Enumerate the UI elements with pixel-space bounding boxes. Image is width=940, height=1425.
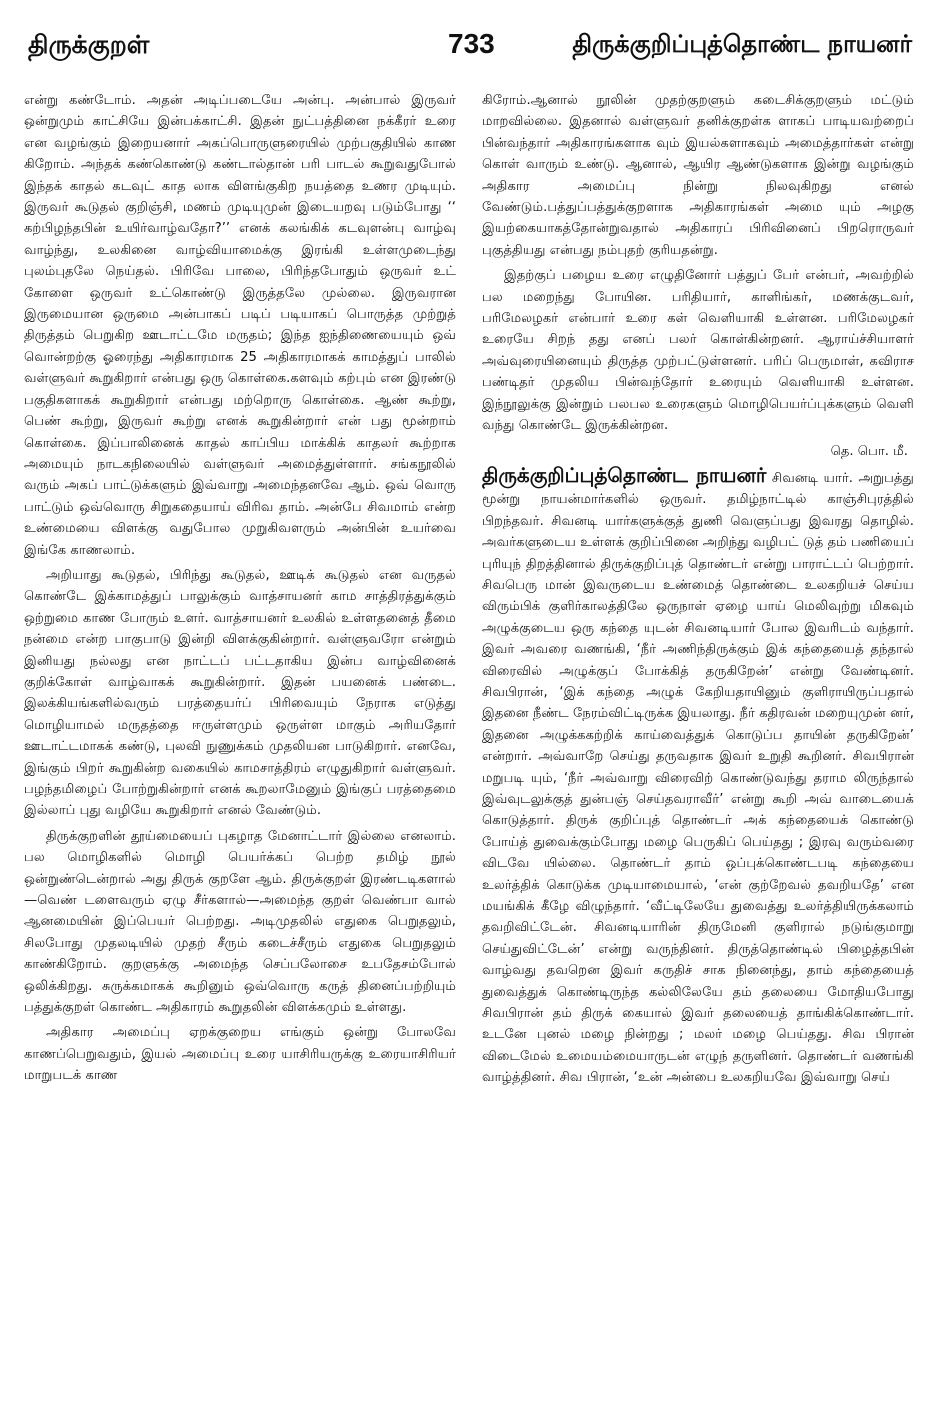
page-number: 733 [448, 28, 495, 59]
author-signature: தெ. பொ. மீ. [830, 443, 908, 459]
entry-text: சிவனடி யார். அறுபத்து மூன்று நாயன்மார்களில் ஒருவர். தமிழ்நாட்டில் காஞ்சிபுரத்தில் பிறந்தவர். சிவனடி யார்களுக்குத் துணி வெளுப்பது இவரது தொழில். அவர்களுடைய உள்ளக் குறிப்பினை அறிந்து வழிபட் டுத் தம் பணியைப் புரியுந் திறத்தினால் திருக்குறிப்புத் தொண்டர் என்று பாராட்டப் பெற்றார். சிவபெரு மான் இவருடைய உண்மைத் தொண்டை உலகறியச் செய்ய விரும்பிக் குளிர்காலத்திலே ஒருநாள் ஏழை யாய் மெலிவுற்று மிகவும் அழுக்குடைய ஒரு கந்தை யுடன் சிவனடியார் போல இவரிடம் வந்தார். இவர் அவரை வணங்கி, ‘நீர் அணிந்திருக்கும் இக் கந்தையைத் தந்தால் விரைவில் அழுக்குப் போக்கித் தருகிறேன்’ என்று வேண்டினர். சிவபிரான், ‘இக் கந்தை அழுக் கேறியதாயினும் குளிராயிருப்பதால் இதனை நீண்ட நேரம்விட்டிருக்க இயலாது. நீர் கதிரவன் மறையுமுன் னர், இதனை அழுக்ககற்றிக் காய்வைத்துக் கொடுப்ப தாயின் தருகிறேன்’ என்றார். அவ்வாறே செய்து தருவதாக இவர் உறுதி கூறினர். சிவபிரான் மறுபடி யும், ‘நீர் அவ்வாறு விரைவிற் கொண்டுவந்து தராம லிருந்தால் இவ்வுடலுக்குத் துன்பஞ் செய்தவராவீர்’ என்று கூறி அவ் வாடையைக் கொடுத்தார். திருக் குறிப்புத் தொண்டர் அக் கந்தையைக் கொண்டு போய்த் துவைக்கும்போது மழை பெருகிப் பெய்தது ; இரவு வரும்வரை விடவே யில்லை. தொண்டர் தாம் ஒப்புக்கொண்டபடி கந்தையை உலர்த்திக் கொடுக்க முடியாமையால், ‘என் குற்றேவல் தவறியதே’ என மயங்கிக் கீழே விழுந்தார். ‘வீட்டிலேயே துவைத்து உலர்த்தியிருக்கலாம் தவறிவிட்டேன். சிவனடியாரின் திருமேனி குளிரால் நடுங்குமாறு செய்துவிட்டேன்’ என்று வருந்தினர். திருத்தொண்டில் பிழைத்தபின் வாழ்வது தவறென இவர் கருதிச் சாக நினைந்து, தாம் கந்தையைத் துவைத்துக் கொண்டிருந்த கல்லிலேயே தம் தலையை மோதியபோது சிவபிரான் தம் திருக் கையால் இவர் தலையைத் தாங்கிக்கொண்டார். உடனே புனல் மழை நின்றது ; மலர் மழை பெய்தது. சிவ பிரான் விடைமேல் உமையம்மையாருடன் எழுந் தருளினர். தொண்டர் வணங்கி வாழ்த்தினர். சிவ பிரான், ‘உன் அன்பை உலகறியவே இவ்வாறு செய் [482, 470, 914, 1086]
running-title-left: திருக்குறள் [28, 30, 150, 59]
paragraph: கிரோம்.ஆனால் நூலின் முதற்குறளும் கடைசிக்குறளும் மட்டும் மாறவில்லை. இதனால் வள்ளுவர் தனிக்குறள்க ளாகப் பாடியவற்றைப் பின்வந்தார் அதிகாரங்களாக வும் இயல்களாகவும் அமைத்தார்கள் என்று கொள் வாரும் உண்டு. ஆனால், ஆயிர ஆண்டுகளாக இன்று வழங்கும் அதிகார அமைப்பு நின்று நிலவுகிறது எனல் வேண்டும்.பத்துப்பத்துக்குறளாக அதிகாரங்கள் அமை யும் அழகு இயற்கையாகத்தோன்றுவதால் அதிகாரப் பிரிவினைப் பிறரொருவர் புகுத்தியது என்பது நம்புதற் குரியதன்று. [482, 93, 914, 258]
right-column [482, 90, 914, 1410]
entry-paragraph [482, 462, 914, 1089]
page-header [28, 30, 912, 70]
left-column [24, 90, 456, 1410]
running-title-right: திருக்குறிப்புத்தொண்ட நாயனர் [572, 30, 912, 58]
entry-heading: திருக்குறிப்புத்தொண்ட நாயனர் [482, 462, 767, 487]
paragraph: அறியாது கூடுதல், பிரிந்து கூடுதல், ஊடிக் கூடுதல் என வருதல் கொண்டே இக்காமத்துப் பாலுக்கும் வாத்சாயனர் காம சாத்திரத்துக்கும் ஒற்றுமை காண போரும் உளர். வாத்சாயனர் உலகில் உள்ளதனைத் தீமை நன்மை என்ற பாகுபாடு இன்றி விளக்குகின்றார். வள்ளுவரோ என்றும் இனியது நல்லது என நாட்டப் பட்டதாகிய இன்ப வாழ்வினைக் குறிக்கோள் வாழ்வாகக் கூறுகின்றார். இதன் பயனைக் பண்டை. இலக்கியங்களில்வரும் பரத்தையர்ப் பிரிவையும் நேராக எடுத்து மொழியாமல் மருதத்தை ஈருள்ளமும் ஒருள்ள மாகும் அரியதோர் ஊடாட்டமாகக் கண்டு, புலவி நுணுக்கம் முதலியன பாடுகிறார். எனவே, இங்கும் பிறர் கூறுகின்ற வகையில் காமசாத்திரம் எழுதுகிறார் வள்ளுவர். பழந்தமிழைப் போற்றுகின்றார் எனக் கூறலாமேனும் இங்குப் பரத்தைமை இல்லாப் புது வழியே கூறுகிறார் எனல் வேண்டும். [24, 567, 456, 819]
paragraph: இதற்குப் பழைய உரை எழுதினோர் பத்துப் பேர் என்பர், அவற்றில் பல மறைந்து போயின. பரிதியார், காளிங்கர், மணக்குடவர், பரிமேலழகர் என்பார் உரை கள் வெளியாகி உள்ளன. பரிமேலழகர் உரையே சிறந் தது எனப் பலர் கொள்கின்றனர். ஆராய்ச்சியாளர் அவ்வுரையினையும் திருத்த முற்பட்டுள்ளனர். பரிப் பெருமாள், கவிராச பண்டிதர் முதலிய பின்வந்தோர் உரையும் வெளியாகி உள்ளன. இந்நூலுக்கு இன்றும் பலபல உரைகளும் மொழிபெயர்ப்புக்களும் வெளி வந்து கொண்டே இருக்கின்றன. [482, 268, 914, 434]
paragraph: திருக்குறளின் தூய்மையைப் புகழாத மேனாட்டார் இல்லை எனலாம். பல மொழிகளில் மொழி பெயர்க்கப் பெற்ற தமிழ் நூல் ஒன்றுண்டென்றால் அது திருக் குறளே ஆம். திருக்குறள் இரண்டடிகளால்—வெண் டளைவரும் ஏழு சீர்களால்—அமைந்த குறள் வெண்பா வால் ஆனமையின் இப்பெயர் பெற்றது. அடிமுதலில் எதுகை பெறுதலும், சிலபோது முதலடியில் முதற் சீரும் கடைச்சீரும் எதுகை பெறுதலும் காண்கிறோம். குறளுக்கு அமைந்த செப்பலோசை உபதேசம்போல் ஒலிக்கிறது. சுருக்கமாகக் கூறினும் ஒவ்வொரு கருத் தினைப்பற்றியும் பத்துக்குறள் கொண்ட அதிகாரம் கூறுதலின் விளக்கமும் உள்ளது. [24, 828, 456, 1016]
paragraph: அதிகார அமைப்பு ஏறக்குறைய எங்கும் ஒன்று போலவே காணப்பெறுவதும், இயல் அமைப்பு உரை யாசிரியருக்கு உரையாசிரியர் மாறுபடக் காண [24, 1025, 456, 1084]
paragraph: என்று கண்டோம். அதன் அடிப்படையே அன்பு. அன்பால் இருவர் ஒன்றுமும் காட்சியே இன்பக்காட்சி. இதன் நுட்பத்தினை நக்கீரர் உரை என வழங்கும் இறையனார் அகப்பொருளுரையில் முற்பகுதியில் காண கிறோம். அந்தக் கண்கொண்டு கண்டால்தான் பரி பாடல் கூறுவதுபோல் இந்தக் காதல் கடவுட் காத லாக விளங்குகிற நயத்தை உணர முடியும். இருவர் கூடுதல் குறிஞ்சி, மணம் முடியுமுன் இடையறவு படும்போது ‘‘ கற்பிழந்தபின் உயிர்வாழ்வதோ?’’ எனக் கலங்கிக் கடவுளன்பு வாழ்வு வாழ்ந்து, உலகினை வாழ்வியாமைக்கு இரங்கி உள்ளமுடைந்து புலம்புதலே நெய்தல். பிரிவே பாலை, பிரிந்தபோதும் ஒருவர் உட் கோளை ஒருவர் உட்கொண்டு இருத்தலே முல்லை. இருவரான இருமையான ஒருமை அன்பாகப் படிப் படியாகப் பொருத்த முற்றுத் திருத்தம் பெறுகிற ஊடாட்டமே மருதம்; இந்த ஐந்திணையையும் ஒவ் வொன்றற்கு ஓரைந்து அதிகாரமாக 25 அதிகாரமாகக் காமத்துப் பாலில் வள்ளுவர் கூறுகிறார் என்பது ஒரு கொள்கை.களவும் கற்பும் என இரண்டு பகுதிகளாகக் கூறுகிறார் என்பது மற்றொரு கொள்கை. ஆண் கூற்று, பெண் கூற்று, இருவர் கூற்று எனக் கூறுகின்றார் என் பது மூன்றாம் கொள்கை. இப்பாலினைக் காதல் காப்பிய மாக்கிக் காதலர் கூற்றாக அமையும் நாடகநிலையில் வள்ளுவர் அமைத்துள்ளார். சங்கநூலில் வரும் அகப் பாட்டுக்களும் இவ்வாறு அமைந்தனவே ஆம். ஒவ் வொரு பாட்டும் ஒவ்வொரு சிறுகதையாய் விரிவ தாம். அன்பே சிவமாம் என்ற உண்மையை விளக்கு வதுபோல முறுகிவளரும் அன்பின் உயர்வை இங்கே காணலாம். [24, 93, 456, 558]
